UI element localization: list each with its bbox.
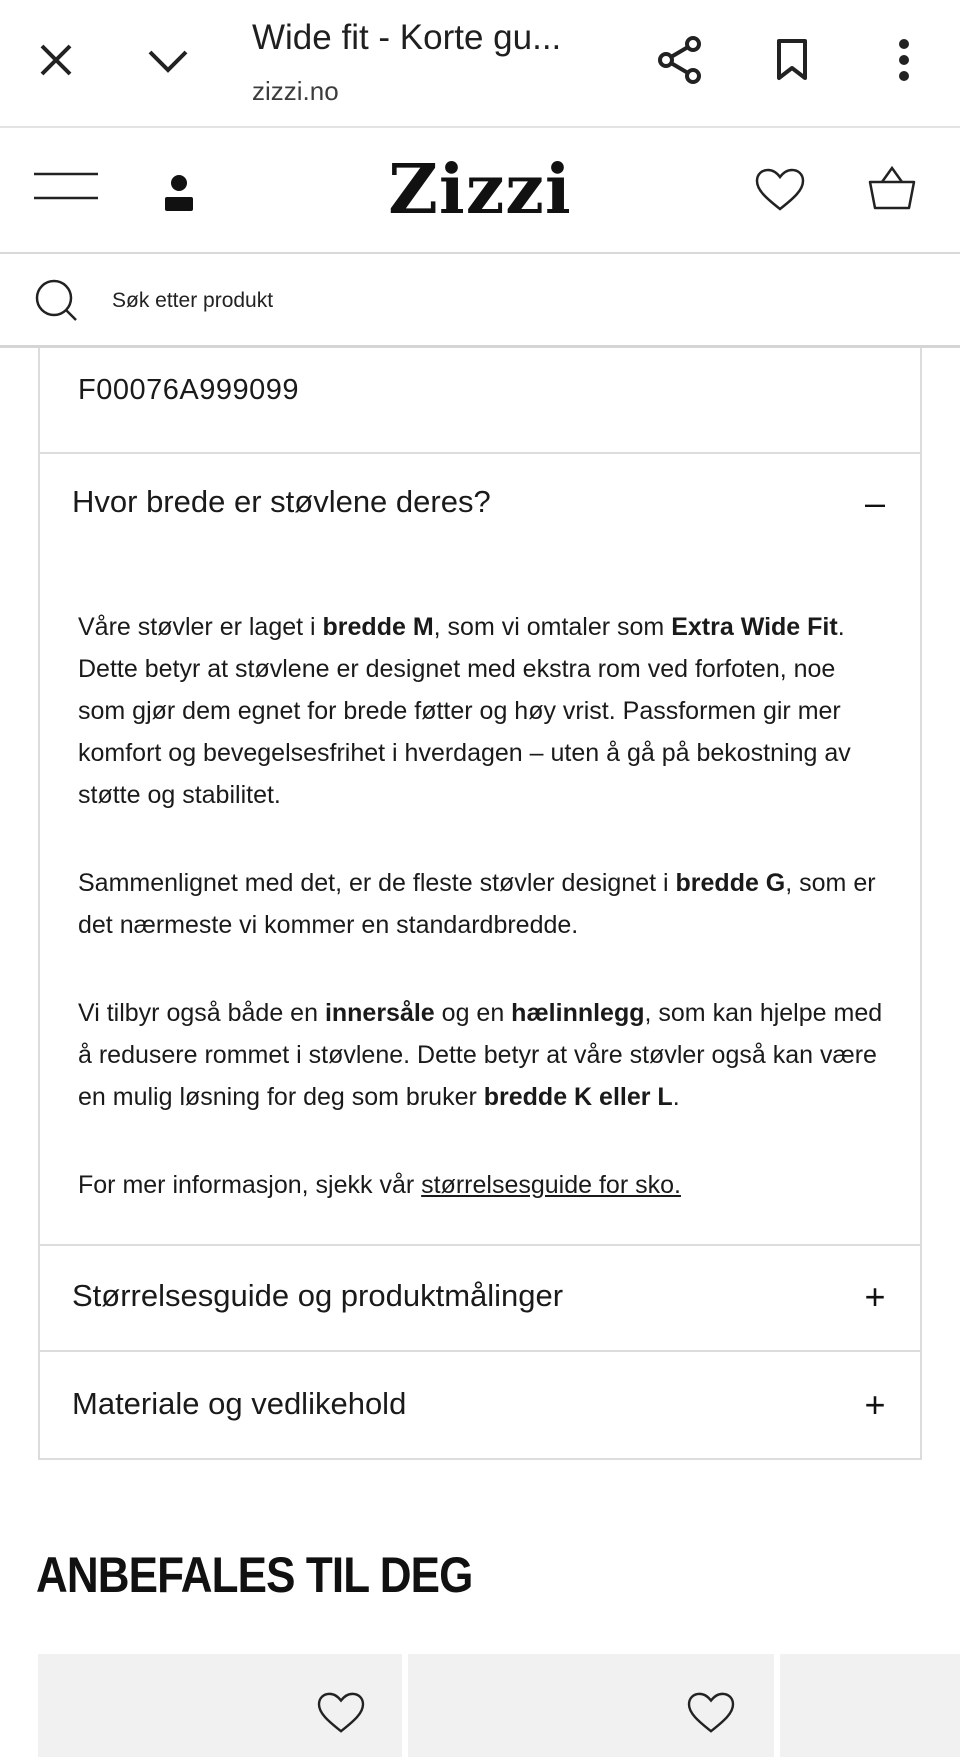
paragraph: Våre støvler er laget i bredde M, som vi omtaler som Extra Wide Fit. Dette betyr at støvlene er designet med ekstra rom ved forfoten, noe som gjør dem egnet for brede føtter og høy vrist. Passformen gir mer komfort og bevegelsesfrihet i hverdagen – uten å gå på bekostning av støtte og stabilitet.: [78, 613, 851, 809]
site-logo[interactable]: Zizzi: [388, 150, 572, 230]
accordion-title: Materiale og vedlikehold: [72, 1386, 407, 1421]
product-card[interactable]: [38, 1654, 402, 1757]
product-accordion: [38, 348, 922, 1460]
basket-icon[interactable]: [866, 162, 918, 214]
paragraph: Sammenlignet med det, er de fleste støvler designet i bredde G, som er det nærmeste vi kommer en standardbredde.: [78, 869, 876, 939]
accordion-header-width[interactable]: [40, 454, 920, 558]
search-input[interactable]: [112, 284, 812, 318]
paragraph: For mer informasjon, sjekk vår størrelsesguide for sko.: [78, 1171, 681, 1199]
page-url: zizzi.no: [252, 76, 339, 106]
browser-toolbar: [0, 0, 960, 128]
search-bar: [0, 254, 960, 348]
accordion-header-size-guide[interactable]: [40, 1246, 920, 1350]
page-title: Wide fit - Korte gu...: [252, 18, 562, 57]
accordion-header-material[interactable]: [40, 1352, 920, 1458]
search-icon[interactable]: [32, 276, 82, 326]
bookmark-icon[interactable]: [762, 30, 822, 90]
size-guide-link[interactable]: størrelsesguide for sko.: [421, 1171, 681, 1199]
product-sku: F00076A999099: [78, 374, 299, 406]
more-vert-icon[interactable]: [874, 30, 934, 90]
section-heading: ANBEFALES TIL DEG: [36, 1547, 473, 1603]
site-header: [0, 128, 960, 254]
expand-icon[interactable]: +: [864, 1384, 886, 1425]
close-icon[interactable]: [26, 30, 86, 90]
heart-icon[interactable]: [314, 1688, 368, 1738]
heart-icon[interactable]: [684, 1688, 738, 1738]
accordion-title: Størrelsesguide og produktmålinger: [72, 1278, 564, 1313]
expand-icon[interactable]: +: [864, 1276, 886, 1317]
paragraph: Vi tilbyr også både en innersåle og en hælinnlegg, som kan hjelpe med å redusere rommet i støvlene. Dette betyr at våre støvler også kan være en mulig løsning for deg som bruker bredde K eller L.: [78, 999, 883, 1111]
collapse-icon[interactable]: –: [864, 482, 886, 523]
accordion-title: Hvor brede er støvlene deres?: [72, 484, 491, 519]
sku-row: [40, 348, 920, 454]
share-icon[interactable]: [650, 30, 710, 90]
product-card[interactable]: [408, 1654, 774, 1757]
chevron-down-icon[interactable]: [138, 30, 198, 90]
accordion-content: [78, 606, 888, 1252]
product-card[interactable]: [780, 1654, 960, 1757]
heart-icon[interactable]: [752, 164, 808, 216]
